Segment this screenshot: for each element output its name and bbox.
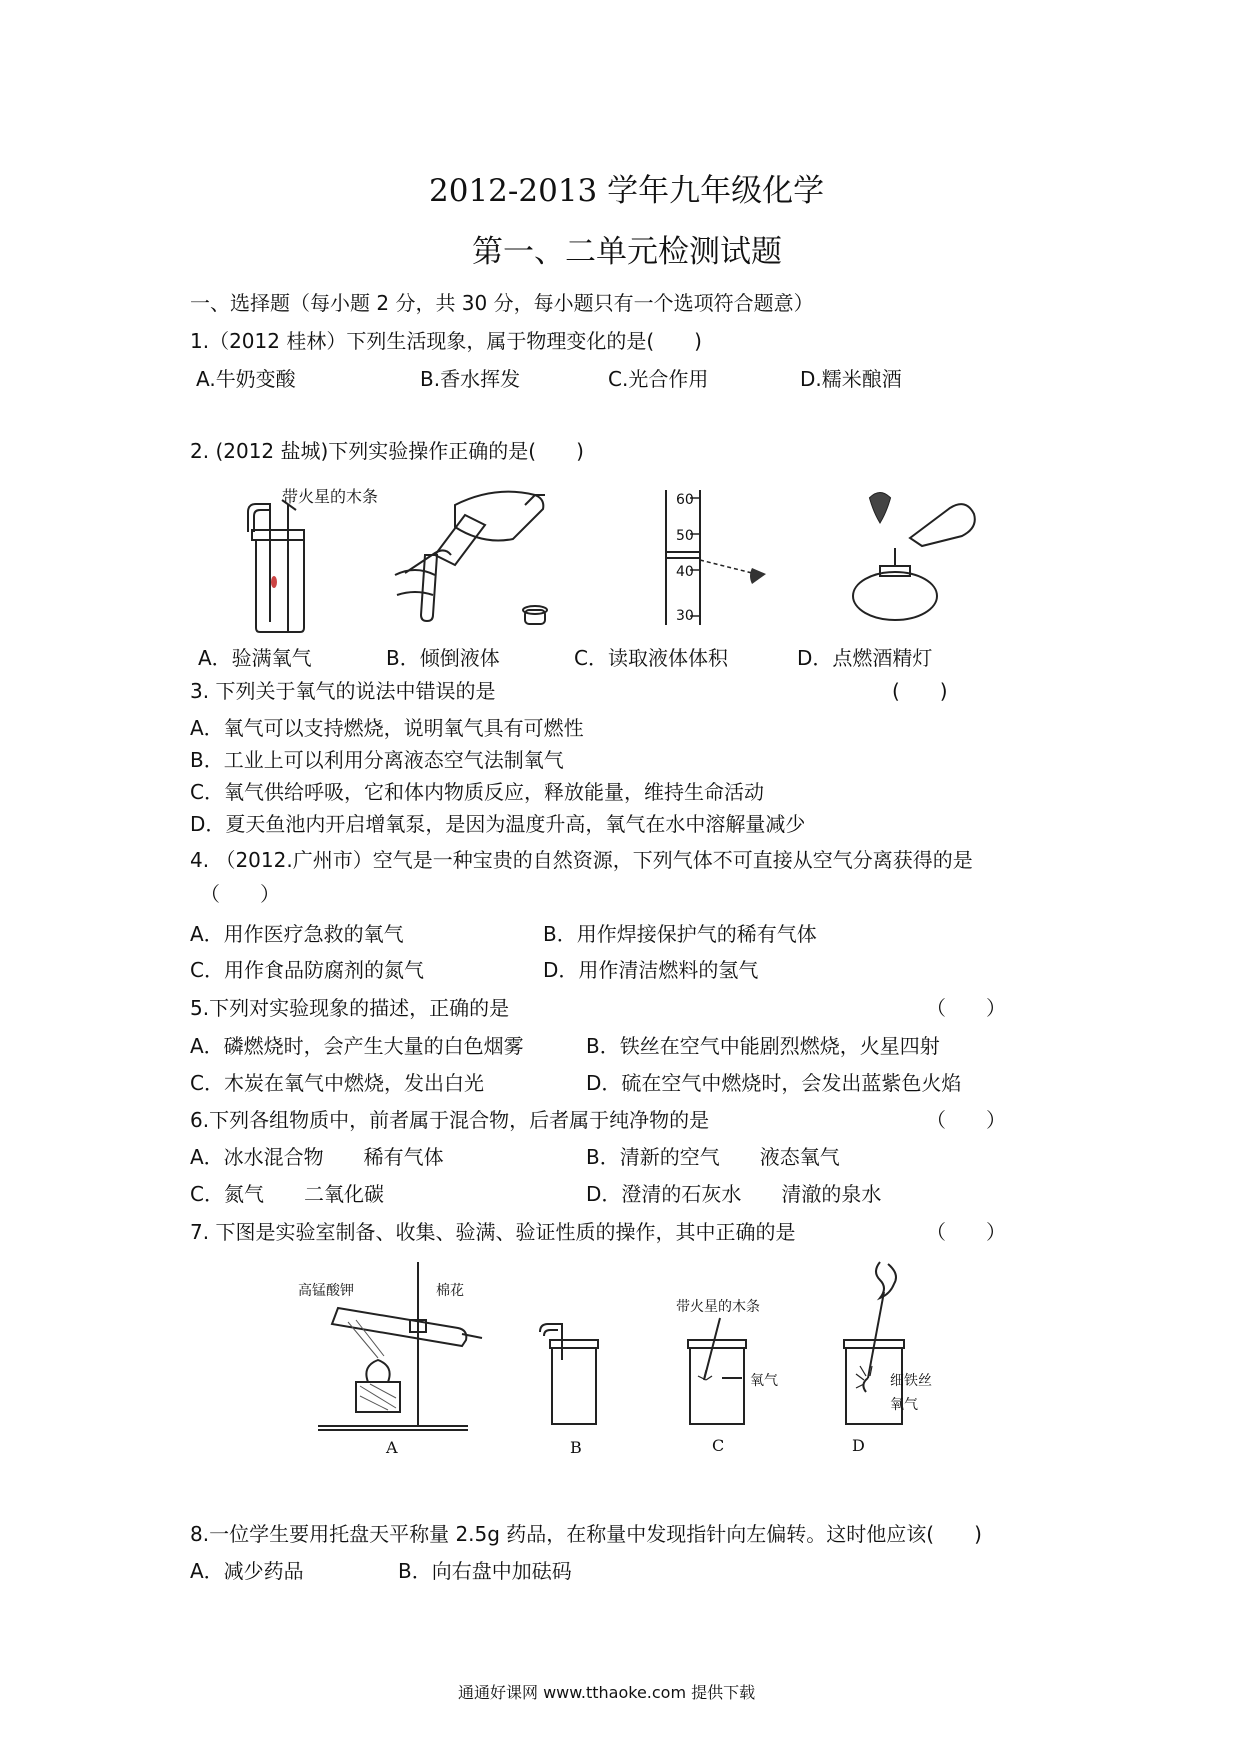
q7-figure-letter-b: B — [570, 1438, 582, 1457]
q4-answer-paren: （ ） — [200, 882, 280, 906]
section-heading: 一、选择题（每小题 2 分，共 30 分，每小题只有一个选项符合题意） — [190, 291, 814, 315]
q7-label-splint: 带火星的木条 — [676, 1299, 760, 1315]
q1-stem: 1.（2012 桂林）下列生活现象，属于物理变化的是( ) — [190, 329, 702, 353]
q7-figure-letter-d: D — [852, 1436, 865, 1455]
page-title: 2012-2013 学年九年级化学 — [429, 173, 825, 209]
q7-stem: 7. 下图是实验室制备、收集、验满、验证性质的操作，其中正确的是 — [190, 1220, 796, 1244]
q4-option-b: B．用作焊接保护气的稀有气体 — [543, 922, 817, 946]
q7-label-oxygen-d: 氧气 — [890, 1397, 918, 1413]
q5-option-b: B．铁丝在空气中能剧烈燃烧，火星四射 — [586, 1034, 940, 1058]
q5-option-d: D．硫在空气中燃烧时，会发出蓝紫色火焰 — [586, 1071, 962, 1095]
q7-answer-paren: （ ） — [926, 1220, 1006, 1244]
q4-option-c: C．用作食品防腐剂的氮气 — [190, 958, 424, 982]
q2-figure-b-pouring — [395, 485, 565, 635]
q6-answer-paren: （ ） — [926, 1108, 1006, 1132]
q1-option-b: B.香水挥发 — [420, 367, 521, 391]
q2-figure-c-cylinder — [660, 490, 770, 625]
q3-option-c: C．氧气供给呼吸，它和体内物质反应，释放能量，维持生命活动 — [190, 780, 764, 804]
cylinder-tick-30: 30 — [676, 608, 694, 624]
q3-answer-paren: ( ) — [892, 679, 948, 703]
q6-option-a: A．冰水混合物 稀有气体 — [190, 1145, 444, 1169]
q2-option-d: D．点燃酒精灯 — [797, 646, 933, 670]
q8-stem: 8.一位学生要用托盘天平称量 2.5g 药品，在称量中发现指针向左偏转。这时他应该( ) — [190, 1522, 982, 1546]
q2-fig-a-label: 带火星的木条 — [282, 487, 379, 506]
q7-label-cotton: 棉花 — [436, 1283, 464, 1299]
cylinder-tick-50: 50 — [676, 528, 694, 544]
q3-stem: 3. 下列关于氧气的说法中错误的是 — [190, 679, 496, 703]
q2-option-b: B．倾倒液体 — [386, 646, 500, 670]
page-footer: 通通好课网 www.tthaoke.com 提供下载 — [458, 1683, 756, 1702]
q2-figure-a-bottle — [240, 500, 330, 635]
q7-label-kmno4: 高锰酸钾 — [298, 1283, 354, 1299]
cylinder-tick-40: 40 — [676, 564, 694, 580]
q5-option-a: A．磷燃烧时，会产生大量的白色烟雾 — [190, 1034, 524, 1058]
q4-option-a: A．用作医疗急救的氧气 — [190, 922, 404, 946]
q7-label-oxygen-c: 氧气 — [750, 1373, 778, 1389]
q8-option-b: B．向右盘中加砝码 — [398, 1559, 572, 1583]
q6-stem: 6.下列各组物质中，前者属于混合物，后者属于纯净物的是 — [190, 1108, 710, 1132]
q2-stem: 2. (2012 盐城)下列实验操作正确的是( ) — [190, 439, 584, 463]
q7-figure-letter-c: C — [712, 1436, 725, 1455]
q4-stem: 4. （2012.广州市）空气是一种宝贵的自然资源，下列气体不可直接从空气分离获得的是 — [190, 848, 973, 872]
q1-option-c: C.光合作用 — [608, 367, 709, 391]
q4-option-d: D．用作清洁燃料的氢气 — [543, 958, 759, 982]
q5-stem: 5.下列对实验现象的描述，正确的是 — [190, 996, 510, 1020]
q7-figure-letter-a: A — [386, 1438, 398, 1457]
q3-option-b: B．工业上可以利用分离液态空气法制氧气 — [190, 748, 564, 772]
q7-figure-a-heating — [318, 1262, 498, 1430]
q2-option-c: C．读取液体体积 — [574, 646, 728, 670]
q1-option-d: D.糯米酿酒 — [800, 367, 902, 391]
q5-option-c: C．木炭在氧气中燃烧，发出白光 — [190, 1071, 484, 1095]
q8-option-a: A．减少药品 — [190, 1559, 304, 1583]
q7-label-wire: 细铁丝 — [890, 1373, 932, 1389]
q6-option-d: D．澄清的石灰水 清澈的泉水 — [586, 1182, 882, 1206]
q3-option-a: A．氧气可以支持燃烧，说明氧气具有可燃性 — [190, 716, 584, 740]
page-subtitle: 第一、二单元检测试题 — [472, 234, 782, 270]
q5-answer-paren: （ ） — [926, 996, 1006, 1020]
q2-figure-d-alcohol-lamp — [850, 488, 980, 628]
q3-option-d: D．夏天鱼池内开启增氧泵，是因为温度升高，氧气在水中溶解量减少 — [190, 812, 806, 836]
q6-option-b: B．清新的空气 液态氧气 — [586, 1145, 840, 1169]
q6-option-c: C．氮气 二氧化碳 — [190, 1182, 384, 1206]
q1-option-a: A.牛奶变酸 — [196, 367, 296, 391]
q2-option-a: A．验满氧气 — [198, 646, 312, 670]
cylinder-tick-60: 60 — [676, 492, 694, 508]
q7-figure-b-collecting — [536, 1320, 616, 1428]
